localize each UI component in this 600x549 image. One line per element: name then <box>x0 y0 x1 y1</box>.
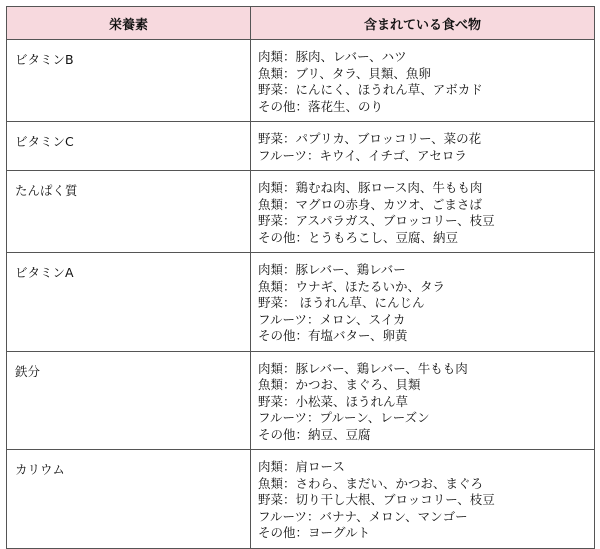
food-line: 野菜： ほうれん草、にんじん <box>258 295 425 310</box>
nutrient-name: カリウム <box>7 450 251 549</box>
header-nutrient: 栄養素 <box>7 7 251 40</box>
table-row <box>7 450 595 549</box>
food-line: 野菜：アスパラガス、ブロッコリー、枝豆 <box>258 213 495 228</box>
food-line: 肉類：豚レバー、鶏レバー <box>258 262 406 277</box>
nutrient-name: ビタミンA <box>7 253 251 352</box>
food-line: その他：納豆、豆腐 <box>258 426 371 442</box>
food-line: 魚類：マグロの赤身、カツオ、ごまさば <box>258 196 482 212</box>
table-row <box>7 171 595 253</box>
food-line: 魚類：かつお、まぐろ、貝類 <box>258 377 421 392</box>
table-row <box>7 122 595 171</box>
food-line: その他：有塩バター、卵黄 <box>258 328 408 343</box>
food-line: 肉類：豚肉、レバー、ハツ <box>258 49 407 64</box>
food-line: フルーツ：バナナ、メロン、マンゴー <box>258 508 468 524</box>
foods-cell <box>251 253 595 352</box>
foods-cell <box>251 40 595 122</box>
food-line: 肉類：鶏むね肉、豚ロース肉、牛もも肉 <box>258 180 483 195</box>
food-line: フルーツ：プルーン、レーズン <box>258 410 430 425</box>
food-line: 魚類：ウナギ、ほたるいか、タラ <box>258 278 446 294</box>
table-row <box>7 253 595 352</box>
food-line: 魚類：ブリ、タラ、貝類、魚卵 <box>258 65 431 81</box>
food-line: フルーツ：キウイ、イチゴ、アセロラ <box>258 147 467 163</box>
food-line: その他：落花生、のり <box>258 98 384 114</box>
nutrient-name: たんぱく質 <box>7 171 251 253</box>
food-line: 肉類：肩ロース <box>258 459 345 474</box>
food-line: 肉類：豚レバー、鶏レバー、牛もも肉 <box>258 360 468 376</box>
table-row <box>7 351 595 450</box>
foods-cell <box>251 122 595 171</box>
food-line: フルーツ：メロン、スイカ <box>258 311 406 327</box>
header-row <box>7 7 595 40</box>
food-line: 野菜：パプリカ、ブロッコリー、菜の花 <box>258 131 482 146</box>
food-line: その他：ヨーグルト <box>258 525 371 540</box>
nutrition-table <box>6 6 595 549</box>
foods-cell <box>251 171 595 253</box>
table-row <box>7 40 595 122</box>
foods-cell <box>251 450 595 549</box>
nutrient-name: ビタミンC <box>7 122 251 171</box>
nutrient-name: ビタミンB <box>7 40 251 122</box>
foods-cell <box>251 351 595 450</box>
food-line: 魚類：さわら、まだい、かつお、まぐろ <box>258 475 484 491</box>
food-line: 野菜：小松菜、ほうれん草 <box>258 393 409 409</box>
food-line: 野菜：切り干し大根、ブロッコリー、枝豆 <box>258 492 495 507</box>
food-line: その他：とうもろこし、豆腐、納豆 <box>258 229 459 245</box>
header-foods: 含まれている食べ物 <box>251 7 595 40</box>
nutrient-name: 鉄分 <box>7 351 251 450</box>
food-line: 野菜：にんにく、ほうれん草、アボカド <box>258 82 483 97</box>
